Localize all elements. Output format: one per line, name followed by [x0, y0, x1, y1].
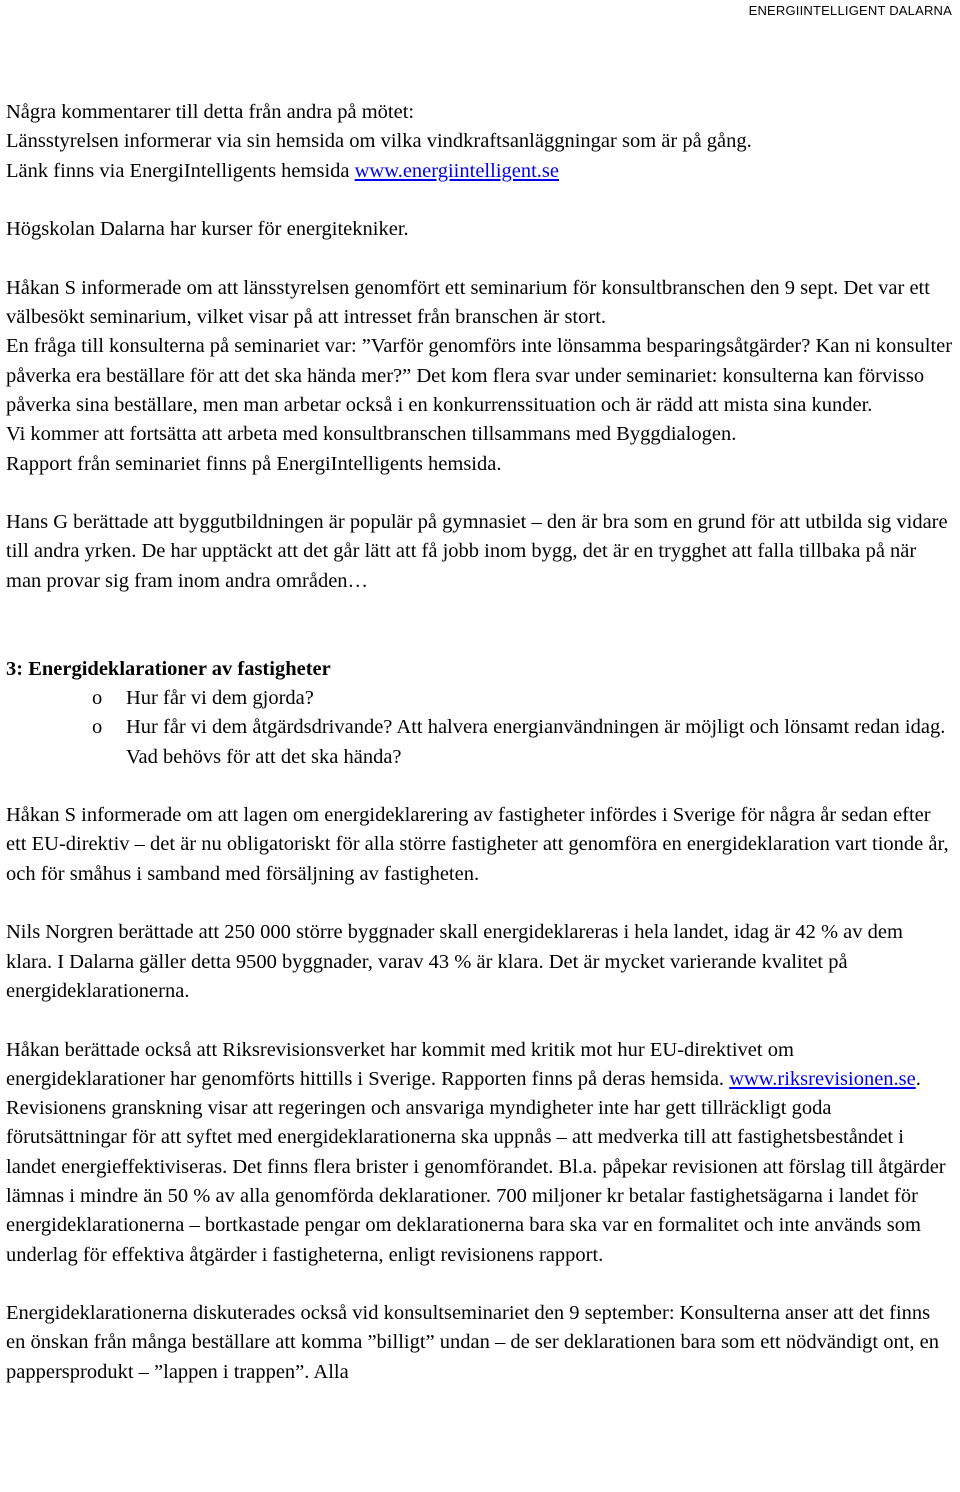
spacer — [6, 244, 954, 273]
seminar-sentence-1: Håkan S informerade om att länsstyrelsen genomfört ett seminarium för konsultbranschen den 9 sept. — [6, 276, 839, 299]
hans-paragraph: Hans G berättade att byggutbildningen är populär på gymnasiet – den är bra som en grund för att utbilda sig vidare till andra yrken. De har upptäckt att det går lätt att få jobb inom bygg, det är en trygghet att falla tillbaka på när man provar sig fram inom andra områden… — [6, 511, 948, 592]
intro-paragraph — [6, 98, 954, 186]
seminar-paragraph — [6, 274, 954, 479]
bullet-o-icon: o — [92, 686, 103, 709]
riksrevision-text-1: Håkan berättade också att Riksrevisionsverket har kommit med kritik mot hur EU-direktivet om energideklarationer har genomförts hittills i Sverige. Rapporten finns på deras hemsida. — [6, 1038, 794, 1090]
seminar-sentence-3: En fråga till konsulterna på seminariet var: ”Varför genomförs inte lönsamma besparingsåtgärder? Kan ni konsulter påverka era beställare för att det ska hända mer?” Det kom flera svar under seminariet: konsulterna kan förvisso påverka sina beställare, men man arbetar också i en konkurrenssituation och är rädd att mista sina kunder. — [6, 335, 953, 416]
riksrevision-paragraph — [6, 1036, 954, 1270]
riksrevisionen-link[interactable]: www.riksrevisionen.se — [729, 1067, 916, 1090]
spacer — [6, 186, 954, 215]
riksrevision-text-2: . Revisionens granskning visar att regeringen och ansvariga myndigheter inte har gett tillräckligt goda förutsättningar för att syftet med energideklarationerna ska uppnås – att medverka till att fastighetsbeståndet i landet energieffektiviseras. Det finns flera brister i genomförandet. Bl.a. påpekar revisionen att förslag till åtgärder lämnas i mindre än 50 % av alla genomförda deklarationer. 700 miljoner kr betalar fastighetsägarna i landet för energideklarationerna – bortkastade pengar om deklarationerna bara ska var en formalitet och inte används som underlag för effektiva åtgärder i fastigheterna, enligt revisionens rapport. — [6, 1067, 946, 1266]
seminar-sentence-4: Vi kommer att fortsätta att arbeta med konsultbranschen tillsammans med Byggdialogen. — [6, 423, 737, 446]
section-3-list — [6, 684, 954, 772]
spacer — [6, 772, 954, 801]
list-item-text: Hur får vi dem gjorda? — [126, 686, 314, 709]
list-item-text: Hur får vi dem åtgärdsdrivande? Att halvera energianvändningen är möjligt och lönsamt redan idag. Vad behövs för att det ska hända? — [126, 716, 946, 768]
section-3-heading: 3: Energideklarationer av fastigheter — [6, 657, 331, 680]
document-body — [6, 98, 954, 1387]
seminar-sentence-5: Rapport från seminariet finns på EnergiIntelligents hemsida. — [6, 452, 502, 475]
seminar-sentence-2: Det var ett välbesökt seminarium, vilket visar på att intresset från branschen är stort. — [6, 276, 930, 329]
intro-line-1: Några kommentarer till detta från andra på mötet: — [6, 101, 415, 123]
spacer — [6, 479, 954, 508]
running-header: ENERGIINTELLIGENT DALARNA — [748, 3, 952, 18]
last-paragraph: Energideklarationerna diskuterades också vid konsultseminariet den 9 september: Konsulterna anser att det finns en önskan från många beställare att komma ”billigt” undan – de ser deklarationen bara som ett nödvändigt ont, en pappersprodukt – ”lappen i trappen”. Alla — [6, 1302, 940, 1383]
list-item — [6, 713, 954, 772]
spacer — [6, 596, 954, 655]
spacer — [6, 1270, 954, 1299]
spacer — [6, 1006, 954, 1035]
intro-line-2: Länsstyrelsen informerar via sin hemsida om vilka vindkraftsanläggningar som är på gång. — [6, 130, 752, 153]
hakan-law-paragraph: Håkan S informerade om att lagen om energideklarering av fastigheter infördes i Sverige för några år sedan efter ett EU-direktiv – det är nu obligatoriskt för alla större fastigheter att genomföra en energideklaration vart tionde år, och för småhus i samband med försäljning av fastigheten. — [6, 804, 949, 885]
hogskolan-paragraph: Högskolan Dalarna har kurser för energitekniker. — [6, 218, 409, 241]
intro-line-3: Länk finns via EnergiIntelligents hemsida — [6, 159, 355, 182]
nils-paragraph: Nils Norgren berättade att 250 000 större byggnader skall energideklareras i hela landet, idag är 42 % av dem klara. I Dalarna gäller detta 9500 byggnader, varav 43 % är klara. Det är mycket varierande kvalitet på energideklarationerna. — [6, 921, 903, 1002]
list-item — [6, 684, 954, 713]
bullet-o-icon: o — [92, 716, 103, 739]
spacer — [6, 889, 954, 918]
energiintelligent-link[interactable]: www.energiintelligent.se — [354, 159, 560, 182]
